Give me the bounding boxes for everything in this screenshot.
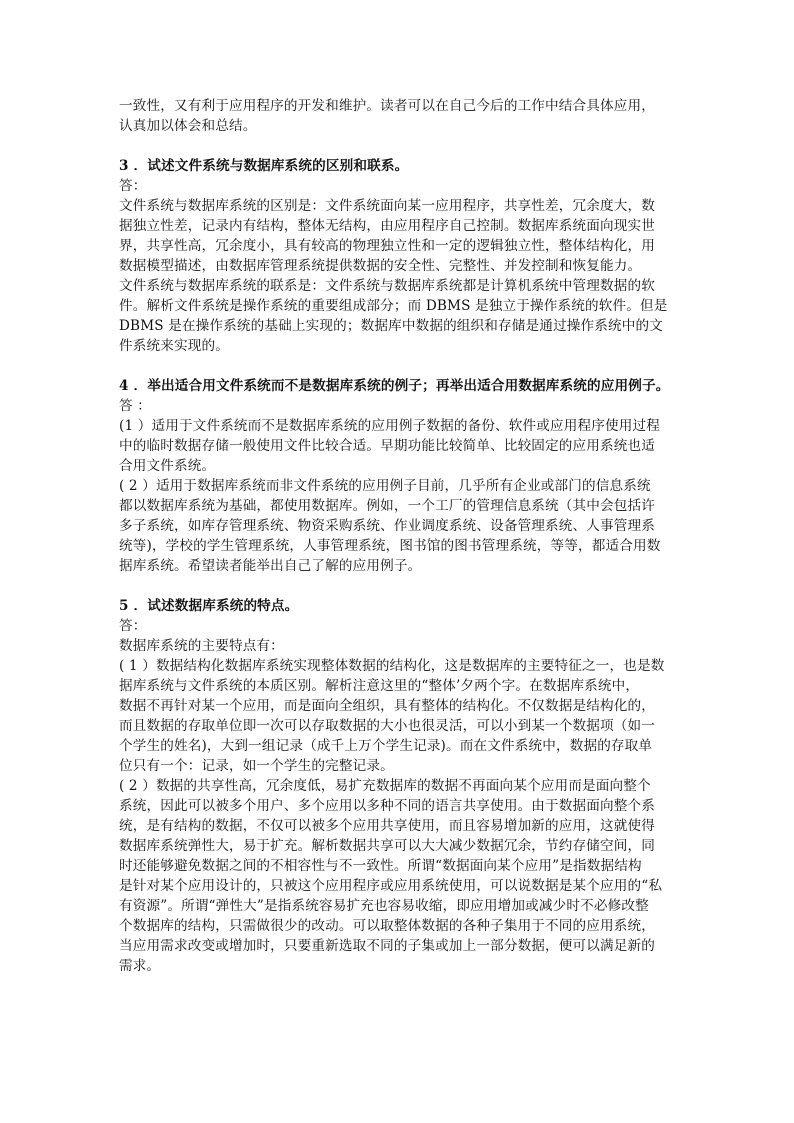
q3-relation-paragraph — [119, 276, 685, 356]
question-4-section — [119, 376, 685, 576]
text-line: (1 ）适用于文件系统而不是数据库系统的应用例子数据的备份、软件或应用程序使用过程 — [119, 418, 660, 434]
answer-label: 答： — [119, 618, 147, 634]
text-line: 数据模型描述，由数据库管理系统提供数据的安全性、完整性、并发控制和恢复能力。 — [119, 258, 642, 274]
text-line: 位只有一个：记录，如一个学生的完整记录。 — [119, 758, 394, 774]
intro-paragraph — [119, 96, 685, 136]
q5-intro-line: 数据库系统的主要特点有： — [119, 638, 284, 654]
question-3-title: 3 ．试述文件系统与数据库系统的区别和联系。 — [119, 158, 409, 174]
paragraph-gap — [119, 576, 685, 596]
text-line: 时还能够避免数据之间的不相容性与不一致性。所谓“数据面向某个应用”是指数据结构 — [119, 858, 642, 874]
paragraph-gap — [119, 356, 685, 376]
document-page — [119, 96, 685, 976]
q5-part-1 — [119, 656, 685, 776]
text-line: ( 2 ）适用于数据库系统而非文件系统的应用例子目前，几乎所有企业或部门的信息系统 — [119, 478, 651, 494]
text-line: 件。解析文件系统是操作系统的重要组成部分；而 DBMS 是独立于操作系统的软件。但是 — [119, 298, 668, 314]
text-line: 数据库系统弹性大，易于扩充。解析数据共享可以大大减少数据冗余，节约存储空间，同 — [119, 838, 656, 854]
question-4-title: 4 ．举出适合用文件系统而不是数据库系统的例子；再举出适合用数据库系统的应用例子。 — [119, 378, 670, 394]
text-line: 据独立性差，记录内有结构，整体无结构，由应用程序自己控制。数据库系统面向现实世 — [119, 218, 656, 234]
paragraph-gap — [119, 136, 685, 156]
text-line: 系统，因此可以被多个用户、多个应用以多种不同的语言共享使用。由于数据面向整个系 — [119, 798, 656, 814]
text-line: 都以数据库系统为基础，都使用数据库。例如，一个工厂的管理信息系统（其中会包括许 — [119, 498, 656, 514]
text-line: 界，共享性高，冗余度小，具有较高的物理独立性和一定的逻辑独立性，整体结构化，用 — [119, 238, 656, 254]
text-line: 是针对某个应用设计的，只被这个应用程序或应用系统使用，可以说数据是某个应用的“私 — [119, 878, 663, 894]
text-line: 有资源”。所谓“弹性大”是指系统容易扩充也容易收缩，即应用增加或减少时不必修改整 — [119, 898, 649, 914]
text-line: 需求。 — [119, 958, 161, 974]
question-3-section — [119, 156, 685, 356]
text-line: 统，是有结构的数据，不仅可以被多个应用共享使用，而且容易增加新的应用，这就使得 — [119, 818, 656, 834]
question-5-section — [119, 596, 685, 976]
text-line: 中的临时数据存储一般使用文件比较合适。早期功能比较简单、比较固定的应用系统也适 — [119, 438, 656, 454]
text-line: ( 1 ）数据结构化数据库系统实现整体数据的结构化，这是数据库的主要特征之一，也是数 — [119, 658, 665, 674]
text-line: 多子系统，如库存管理系统、物资采购系统、作业调度系统、设备管理系统、人事管理系 — [119, 518, 656, 534]
answer-label: 答 ： — [119, 398, 151, 414]
answer-label: 答： — [119, 178, 147, 194]
text-line: 个学生的姓名)，大到一组记录（成千上万个学生记录)。而在文件系统中，数据的存取单 — [119, 738, 653, 754]
text-line: 认真加以体会和总结。 — [119, 118, 257, 134]
text-line: 个数据库的结构，只需做很少的改动。可以取整体数据的各种子集用于不同的应用系统， — [119, 918, 656, 934]
text-line: 而且数据的存取单位即一次可以存取数据的大小也很灵活，可以小到某一个数据项（如一 — [119, 718, 656, 734]
q5-part-2 — [119, 776, 685, 976]
text-line: 统等)，学校的学生管理系统，人事管理系统，图书馆的图书管理系统，等等，都适合用数 — [119, 538, 661, 554]
text-line: 当应用需求改变或增加时，只要重新选取不同的子集或加上一部分数据，便可以满足新的 — [119, 938, 656, 954]
q4-part-1 — [119, 416, 685, 476]
text-line: ( 2 ）数据的共享性高，冗余度低，易扩充数据库的数据不再面向某个应用而是面向整个 — [119, 778, 651, 794]
question-5-title: 5 ．试述数据库系统的特点。 — [119, 598, 299, 614]
text-line: DBMS 是在操作系统的基础上实现的；数据库中数据的组织和存储是通过操作系统中的文 — [119, 318, 663, 334]
text-line: 据库系统与文件系统的本质区别。解析注意这里的“整体’夕两个字。在数据库系统中， — [119, 678, 640, 694]
text-line: 文件系统与数据库系统的联系是：文件系统与数据库系统都是计算机系统中管理数据的软 — [119, 278, 656, 294]
text-line: 文件系统与数据库系统的区别是：文件系统面向某一应用程序，共享性差，冗余度大，数 — [119, 198, 656, 214]
text-line: 据库系统。希望读者能举出自己了解的应用例子。 — [119, 558, 422, 574]
text-line: 一致性，又有利于应用程序的开发和维护。读者可以在自己今后的工作中结合具体应用， — [119, 98, 656, 114]
text-line: 合用文件系统。 — [119, 458, 216, 474]
text-line: 数据不再针对某一个应用，而是面向全组织，具有整体的结构化。不仅数据是结构化的， — [119, 698, 656, 714]
text-line: 件系统来实现的。 — [119, 338, 229, 354]
q3-difference-paragraph — [119, 196, 685, 276]
q4-part-2 — [119, 476, 685, 576]
